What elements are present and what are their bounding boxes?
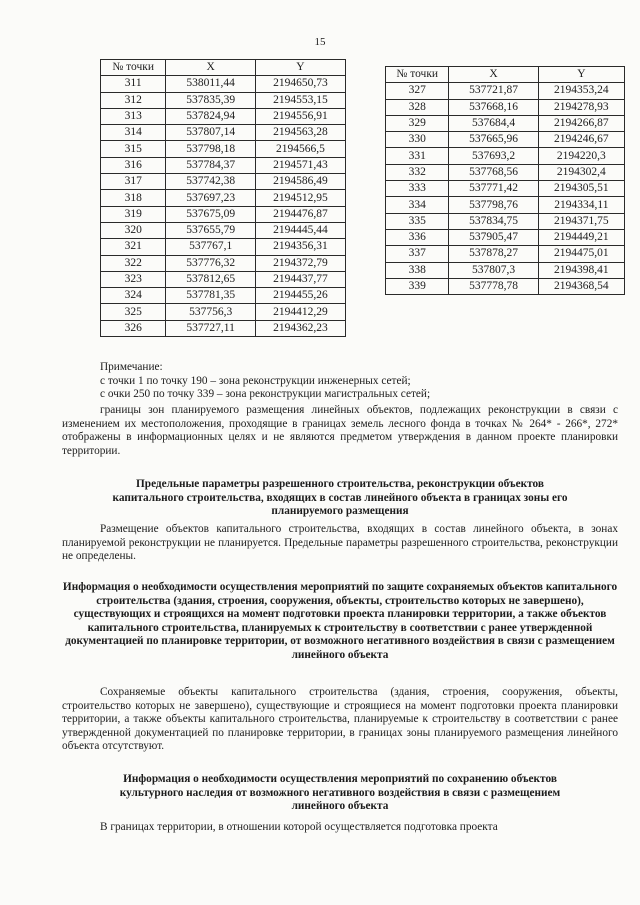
cell-y: 2194368,54 [538, 278, 624, 294]
table-row [101, 174, 346, 190]
cell-x: 537905,47 [449, 229, 538, 245]
cell-x: 537721,87 [449, 83, 538, 99]
header-point-number: № точки [101, 60, 166, 76]
cell-x: 537784,37 [166, 157, 256, 173]
cell-x: 537781,35 [166, 288, 256, 304]
cell-x: 537878,27 [449, 246, 538, 262]
table-row [101, 271, 346, 287]
cell-point-number: 332 [386, 164, 449, 180]
cell-x: 537768,56 [449, 164, 538, 180]
header-y: Y [255, 60, 345, 76]
cell-point-number: 318 [101, 190, 166, 206]
table-row [101, 288, 346, 304]
cell-y: 2194566,5 [255, 141, 345, 157]
cell-x: 537675,09 [166, 206, 256, 222]
cell-y: 2194476,87 [255, 206, 345, 222]
table-row [386, 132, 625, 148]
cell-y: 2194449,21 [538, 229, 624, 245]
cell-point-number: 321 [101, 239, 166, 255]
cell-point-number: 326 [101, 320, 166, 336]
cell-x: 537665,96 [449, 132, 538, 148]
cell-point-number: 338 [386, 262, 449, 278]
cell-y: 2194512,95 [255, 190, 345, 206]
cell-x: 537776,32 [166, 255, 256, 271]
cell-x: 537668,16 [449, 99, 538, 115]
cell-x: 537798,18 [166, 141, 256, 157]
cell-point-number: 325 [101, 304, 166, 320]
cell-y: 2194475,01 [538, 246, 624, 262]
table-row [101, 190, 346, 206]
cell-point-number: 312 [101, 92, 166, 108]
note-block [100, 361, 620, 402]
cell-y: 2194246,67 [538, 132, 624, 148]
page-number: 15 [314, 36, 326, 48]
cell-x: 537771,42 [449, 181, 538, 197]
cell-x: 537697,23 [166, 190, 256, 206]
table-header-row [386, 67, 625, 83]
table-row [101, 304, 346, 320]
cell-point-number: 313 [101, 108, 166, 124]
section-3-body: В границах территории, в отношении которой осуществляется подготовка проекта [100, 821, 498, 833]
table-row [386, 181, 625, 197]
cell-y: 2194302,4 [538, 164, 624, 180]
cell-point-number: 323 [101, 271, 166, 287]
cell-point-number: 322 [101, 255, 166, 271]
table-row [386, 99, 625, 115]
cell-y: 2194556,91 [255, 108, 345, 124]
cell-x: 537812,65 [166, 271, 256, 287]
cell-y: 2194371,75 [538, 213, 624, 229]
section-1-body: Размещение объектов капитального строительства, входящих в состав линейного объекта, в зонах планируемой реконструкции не планируется. Предельные параметры разрешенного строительства, реконструкции не определены. [62, 523, 618, 562]
cell-x: 537798,76 [449, 197, 538, 213]
table-row [101, 255, 346, 271]
table-row [101, 239, 346, 255]
cell-y: 2194563,28 [255, 125, 345, 141]
cell-x: 537684,4 [449, 115, 538, 131]
cell-y: 2194437,77 [255, 271, 345, 287]
note-paragraph: границы зон планируемого размещения линейных объектов, подлежащих реконструкции в связи с изменением их местоположения, проходящие в границах земель лесного фонда в точках № 264* - 266*, 272* отображены в информационных целях и не являются предметом утверждения в данном проекте планировки территории. [62, 404, 618, 457]
table-row [386, 278, 625, 294]
table-row [101, 320, 346, 336]
cell-x: 537824,94 [166, 108, 256, 124]
cell-point-number: 317 [101, 174, 166, 190]
cell-point-number: 320 [101, 222, 166, 238]
cell-x: 537778,78 [449, 278, 538, 294]
table-row [101, 76, 346, 92]
section-3-heading: Информация о необходимости осуществления мероприятий по сохранению объектов культурного наследия от возможного негативного воздействия в связи с размещением линейного объекта [119, 773, 561, 812]
cell-point-number: 335 [386, 213, 449, 229]
note-title: Примечание: [100, 361, 163, 373]
cell-x: 537834,75 [449, 213, 538, 229]
cell-x: 537727,11 [166, 320, 256, 336]
cell-y: 2194353,24 [538, 83, 624, 99]
table-row [386, 262, 625, 278]
cell-y: 2194278,93 [538, 99, 624, 115]
cell-y: 2194372,79 [255, 255, 345, 271]
cell-point-number: 316 [101, 157, 166, 173]
cell-point-number: 327 [386, 83, 449, 99]
cell-point-number: 315 [101, 141, 166, 157]
table-row [386, 246, 625, 262]
cell-point-number: 329 [386, 115, 449, 131]
cell-point-number: 339 [386, 278, 449, 294]
cell-y: 2194362,23 [255, 320, 345, 336]
table-row [101, 92, 346, 108]
cell-point-number: 333 [386, 181, 449, 197]
section-1-heading: Предельные параметры разрешенного строительства, реконструкции объектов капитального строительства, входящих в состав линейного объекта в границах зоны его планируемого размещения [112, 478, 568, 517]
header-point-number: № точки [386, 67, 449, 83]
cell-y: 2194553,15 [255, 92, 345, 108]
table-row [101, 157, 346, 173]
header-y: Y [538, 67, 624, 83]
table-row [101, 141, 346, 157]
cell-x: 537807,3 [449, 262, 538, 278]
cell-point-number: 334 [386, 197, 449, 213]
cell-y: 2194398,41 [538, 262, 624, 278]
table-row [101, 222, 346, 238]
cell-point-number: 324 [101, 288, 166, 304]
table-header-row [101, 60, 346, 76]
cell-y: 2194571,43 [255, 157, 345, 173]
cell-x: 537756,3 [166, 304, 256, 320]
cell-point-number: 319 [101, 206, 166, 222]
cell-point-number: 314 [101, 125, 166, 141]
cell-point-number: 331 [386, 148, 449, 164]
table-row [386, 83, 625, 99]
table-row [386, 213, 625, 229]
coordinates-table-right [385, 66, 625, 295]
cell-point-number: 336 [386, 229, 449, 245]
cell-point-number: 328 [386, 99, 449, 115]
cell-y: 2194650,73 [255, 76, 345, 92]
table-row [386, 148, 625, 164]
cell-x: 537835,39 [166, 92, 256, 108]
table-row [386, 164, 625, 180]
cell-y: 2194305,51 [538, 181, 624, 197]
cell-y: 2194445,44 [255, 222, 345, 238]
table-row [101, 125, 346, 141]
cell-y: 2194220,3 [538, 148, 624, 164]
note-line-2: с очки 250 по точку 339 – зона реконструкции магистральных сетей; [100, 388, 431, 400]
cell-x: 537693,2 [449, 148, 538, 164]
table-row [386, 197, 625, 213]
cell-x: 537767,1 [166, 239, 256, 255]
table-row [101, 108, 346, 124]
section-2-body: Сохраняемые объекты капитального строительства (здания, строения, сооружения, объекты, строительство которых не завершено), существующие и строящиеся на момент подготовки проекта планировки территории, а также объекты капитального строительства, планируемые к строительству в соответствии с ранее утвержденной документацией по планировке территории, в границах зоны планируемого размещения линейного объекта отсутствуют. [62, 686, 618, 752]
cell-x: 537807,14 [166, 125, 256, 141]
cell-y: 2194412,29 [255, 304, 345, 320]
table-row [386, 115, 625, 131]
cell-y: 2194266,87 [538, 115, 624, 131]
cell-point-number: 330 [386, 132, 449, 148]
cell-point-number: 337 [386, 246, 449, 262]
cell-point-number: 311 [101, 76, 166, 92]
cell-x: 538011,44 [166, 76, 256, 92]
header-x: X [449, 67, 538, 83]
cell-y: 2194586,49 [255, 174, 345, 190]
header-x: X [166, 60, 256, 76]
cell-x: 537655,79 [166, 222, 256, 238]
table-row [101, 206, 346, 222]
note-line-1: с точки 1 по точку 190 – зона реконструкции инженерных сетей; [100, 374, 411, 387]
cell-x: 537742,38 [166, 174, 256, 190]
cell-y: 2194334,11 [538, 197, 624, 213]
cell-y: 2194455,26 [255, 288, 345, 304]
table-row [386, 229, 625, 245]
cell-y: 2194356,31 [255, 239, 345, 255]
section-2-heading: Информация о необходимости осуществления мероприятий по защите сохраняемых объектов капитального строительства (здания, строения, сооружения, объекты, строительство которых не завершено), существующих и строящихся на момент подготовки проекта планировки территории, а также объектов капитального строительства, планируемых к строительству в соответствии с ранее утвержденной документацией по планировке территории, от возможного негативного воздействия в связи с размещением линейного объекта [62, 581, 618, 661]
coordinates-table-left [100, 59, 346, 337]
